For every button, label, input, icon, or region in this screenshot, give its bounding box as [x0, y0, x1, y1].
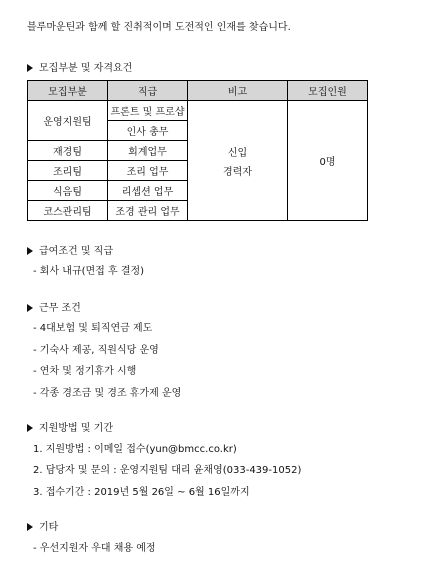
table-row [28, 101, 368, 121]
list-item: - 연차 및 정기휴가 시행 [33, 366, 137, 377]
note-cell [188, 101, 288, 221]
triangle-bullet-icon [27, 424, 33, 432]
table-header-row [28, 81, 368, 101]
list-item: 3. 접수기간 : 2019년 5월 26일 ~ 6월 16일까지 [33, 487, 250, 498]
recruit-heading-text: 모집부분 및 자격요건 [39, 63, 133, 74]
list-item: 1. 지원방법 : 이메일 접수(yun@bmcc.co.kr) [33, 444, 237, 455]
list-item: - 4대보험 및 퇴직연금 제도 [33, 323, 153, 334]
role-cell: 리셉션 업무 [108, 181, 188, 201]
role-cell: 프론트 및 프로샵 [108, 101, 188, 121]
triangle-bullet-icon [27, 64, 33, 72]
dept-cell: 운영지원팀 [28, 101, 108, 141]
note-line: 경력자 [223, 166, 252, 178]
salary-heading [27, 246, 113, 258]
header-dept: 모집부분 [28, 81, 108, 101]
dept-cell: 코스관리팀 [28, 201, 108, 221]
intro-text: 블루마운틴과 함께 할 진취적이며 도전적인 인재를 찾습니다. [27, 22, 291, 33]
list-item: - 각종 경조금 및 경조 휴가제 운영 [33, 388, 182, 399]
count-cell: 0명 [288, 101, 368, 221]
recruit-table [27, 80, 368, 221]
etc-heading-text: 기타 [39, 522, 59, 533]
triangle-bullet-icon [27, 304, 33, 312]
dept-cell: 재경팀 [28, 141, 108, 161]
work-heading [27, 303, 81, 315]
note-line: 신입 [227, 147, 248, 159]
list-item: 2. 담당자 및 문의 : 운영지원팀 대리 윤채영(033-439-1052) [33, 465, 302, 476]
header-count: 모집인원 [288, 81, 368, 101]
list-item: - 우선지원자 우대 채용 예정 [33, 543, 156, 554]
dept-cell: 조리팀 [28, 161, 108, 181]
salary-heading-text: 급여조건 및 직급 [39, 246, 113, 257]
apply-heading [27, 423, 113, 435]
list-item: - 회사 내규(면접 후 결정) [33, 266, 145, 277]
role-cell: 조경 관리 업무 [108, 201, 188, 221]
apply-heading-text: 지원방법 및 기간 [39, 423, 113, 434]
role-cell: 인사 총무 [108, 121, 188, 141]
triangle-bullet-icon [27, 523, 33, 531]
etc-heading [27, 522, 58, 534]
role-cell: 회계업무 [108, 141, 188, 161]
header-note: 비고 [188, 81, 288, 101]
work-heading-text: 근무 조건 [39, 303, 81, 314]
list-item: - 기숙사 제공, 직원식당 운영 [33, 345, 159, 356]
triangle-bullet-icon [27, 247, 33, 255]
role-cell: 조리 업무 [108, 161, 188, 181]
dept-cell: 식음팀 [28, 181, 108, 201]
recruit-heading [27, 63, 132, 75]
header-rank: 직급 [108, 81, 188, 101]
